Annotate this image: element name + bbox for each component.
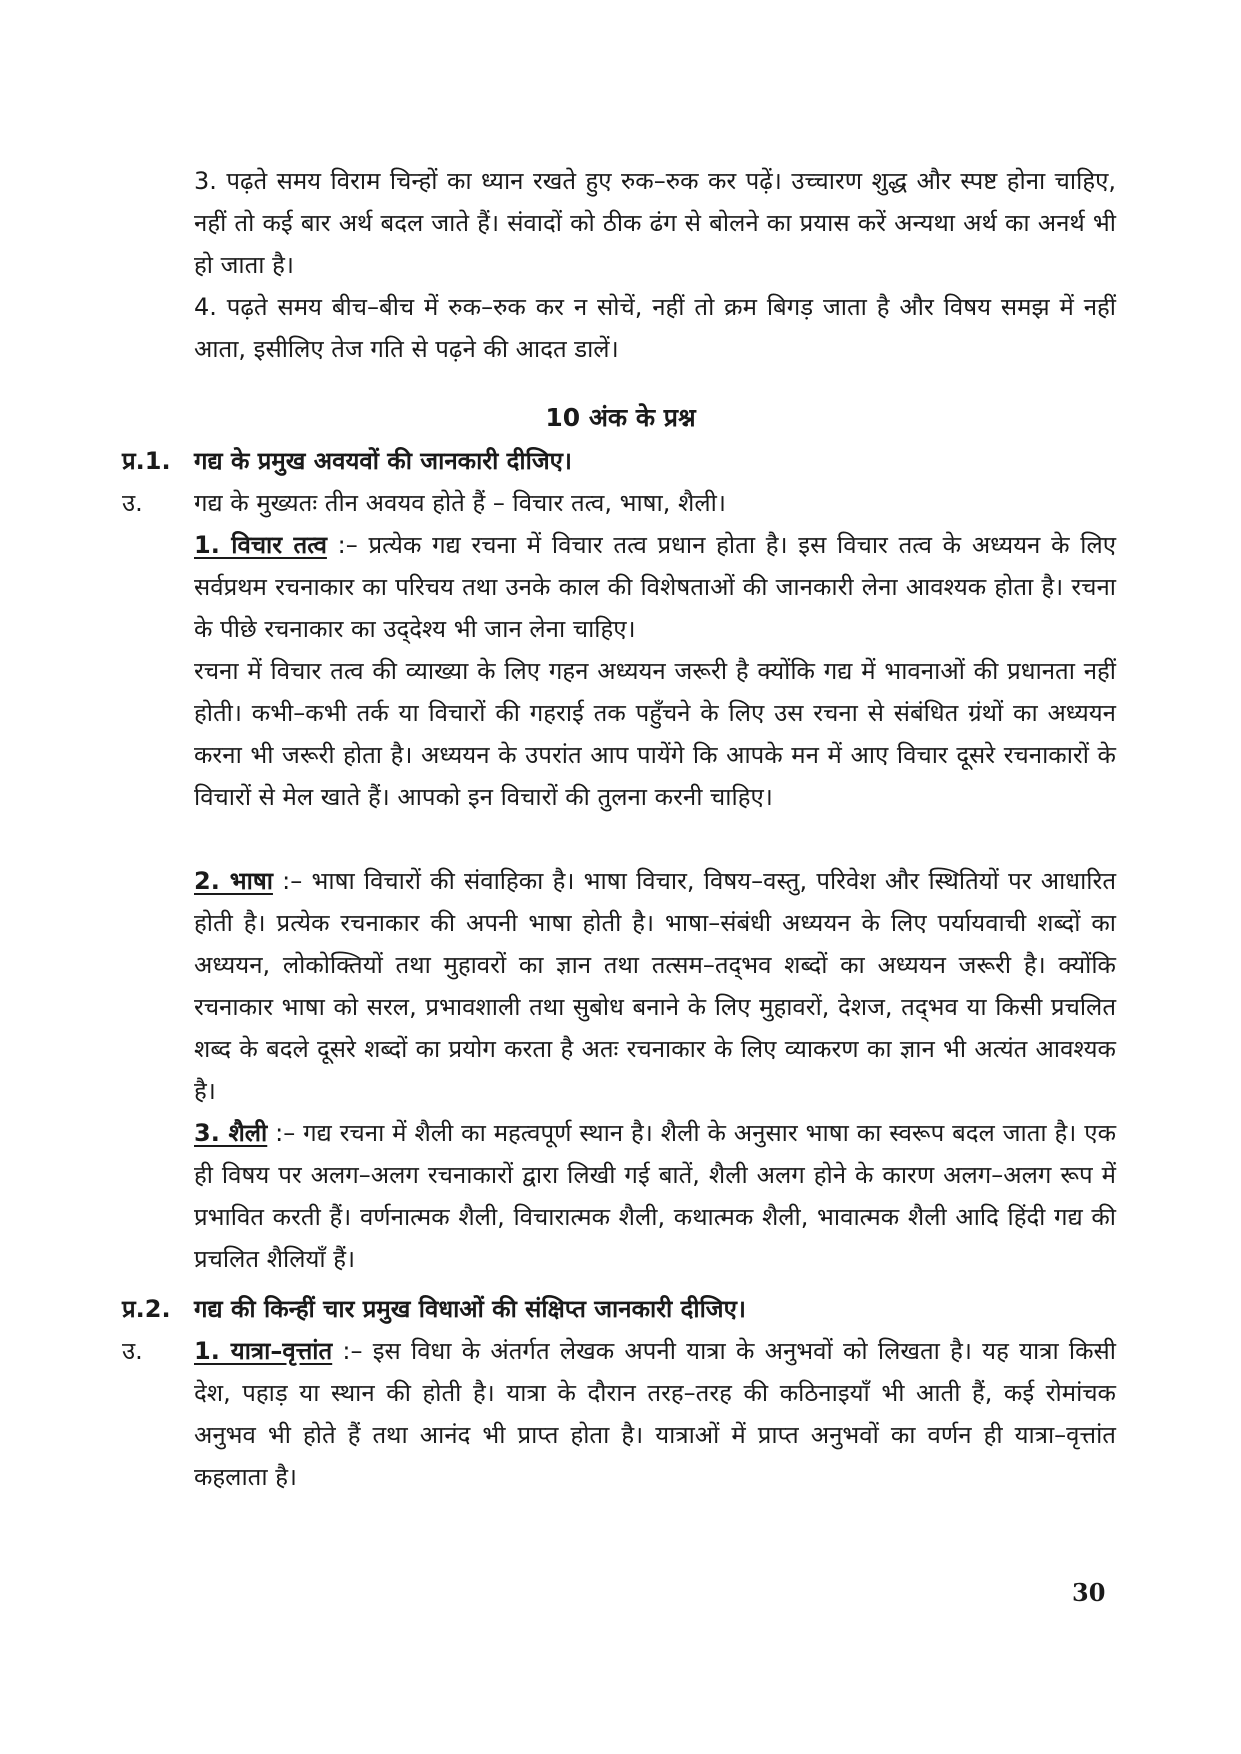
- q1-point-bhasha-text: :– भाषा विचारों की संवाहिका है। भाषा विचार, विषय–वस्तु, परिवेश और स्थितियों पर आधारित होती है। प्रत्येक रचनाकार की अपनी भाषा होती है। भाषा–संबंधी अध्ययन के लिए पर्यायवाची शब्दों का अध्ययन, लोकोक्तियों तथा मुहावरों का ज्ञान तथा तत्सम–तद्‌भव शब्दों का अध्ययन जरूरी है। क्योंकि रचनाकार भाषा को सरल, प्रभावशाली तथा सुबोध बनाने के लिए मुहावरों, देशज, तद्‌भव या किसी प्रचलित शब्द के बदले दूसरे शब्दों का प्रयोग करता है अतः रचनाकार के लिए व्याकरण का ज्ञान भी अत्यंत आवश्यक है।: [194, 867, 1116, 1105]
- q2-question: गद्य की किन्हीं चार प्रमुख विधाओं की संक्षिप्त जानकारी दीजिए।: [194, 1295, 746, 1323]
- q1-point-shaili-heading: 3. शैली: [194, 1119, 268, 1147]
- intro-item-3: 3. पढ़ते समय विराम चिन्हों का ध्यान रखते हुए रुक–रुक कर पढ़ें। उच्चारण शुद्ध और स्पष्ट होना चाहिए, नहीं तो कई बार अर्थ बदल जाते हैं। संवादों को ठीक ढंग से बोलने का प्रयास करें अन्यथा अर्थ का अनर्थ भी हो जाता है।: [194, 167, 1116, 279]
- q2-label: प्र.2.: [122, 1295, 171, 1323]
- q1-label: प्र.1.: [122, 447, 171, 475]
- q1-point-shaili-text: :– गद्य रचना में शैली का महत्वपूर्ण स्थान है। शैली के अनुसार भाषा का स्वरूप बदल जाता है। एक ही विषय पर अलग–अलग रचनाकारों द्वारा लिखी गई बातें, शैली अलग होने के कारण अलग–अलग रूप में प्रभावित करती हैं। वर्णनात्मक शैली, विचारात्मक शैली, कथात्मक शैली, भावात्मक शैली आदि हिंदी गद्य की प्रचलित शैलियाँ हैं।: [194, 1119, 1116, 1273]
- q2-point-yatra-text: :– इस विधा के अंतर्गत लेखक अपनी यात्रा के अनुभवों को लिखता है। यह यात्रा किसी देश, पहाड़ या स्थान की होती है। यात्रा के दौरान तरह–तरह की कठिनाइयाँ भी आती हैं, कई रोमांचक अनुभव भी होते हैं तथा आनंद भी प्राप्त होता है। यात्राओं में प्राप्त अनुभवों का वर्णन ही यात्रा–वृत्तांत कहलाता है।: [194, 1337, 1116, 1491]
- q1-point-vichar-heading: 1. विचार तत्व: [194, 531, 327, 559]
- q2-point-yatra-heading: 1. यात्रा–वृत्तांत: [194, 1337, 333, 1365]
- q1-point-vichar-text: :– प्रत्येक गद्य रचना में विचार तत्व प्रधान होता है। इस विचार तत्व के अध्ययन के लिए सर्वप्रथम रचनाकार का परिचय तथा उनके काल की विशेषताओं की जानकारी लेना आवश्यक होता है। रचना के पीछे रचनाकार का उद्‌देश्य भी जान लेना चाहिए।: [194, 531, 1116, 643]
- q2-answer-label: उ.: [122, 1337, 143, 1365]
- q1-answer-label: उ.: [122, 489, 143, 517]
- q1-point-vichar: [194, 524, 1116, 650]
- q2-point-yatra: [194, 1330, 1116, 1498]
- q1-point-bhasha: [194, 860, 1116, 1112]
- q1-point-vichar-continued: रचना में विचार तत्व की व्याख्या के लिए गहन अध्ययन जरूरी है क्योंकि गद्य में भावनाओं की प्रधानता नहीं होती। कभी–कभी तर्क या विचारों की गहराई तक पहुँचने के लिए उस रचना से संबंधित ग्रंथों का अध्ययन करना भी जरूरी होता है। अध्ययन के उपरांत आप पायेंगे कि आपके मन में आए विचार दूसरे रचनाकारों के विचारों से मेल खाते हैं। आपको इन विचारों की तुलना करनी चाहिए।: [194, 657, 1116, 811]
- q1-answer-intro: गद्य के मुख्यतः तीन अवयव होते हैं – विचार तत्व, भाषा, शैली।: [194, 489, 726, 517]
- page-number: 30: [1072, 1578, 1106, 1607]
- q1-question: गद्य के प्रमुख अवयवों की जानकारी दीजिए।: [194, 447, 573, 475]
- q1-point-bhasha-heading: 2. भाषा: [194, 867, 273, 895]
- intro-item-4: 4. पढ़ते समय बीच–बीच में रुक–रुक कर न सोचें, नहीं तो क्रम बिगड़ जाता है और विषय समझ में नहीं आता, इसीलिए तेज गति से पढ़ने की आदत डालें।: [194, 293, 1116, 363]
- section-title: 10 अंक के प्रश्न: [545, 403, 696, 432]
- q1-point-shaili: [194, 1112, 1116, 1280]
